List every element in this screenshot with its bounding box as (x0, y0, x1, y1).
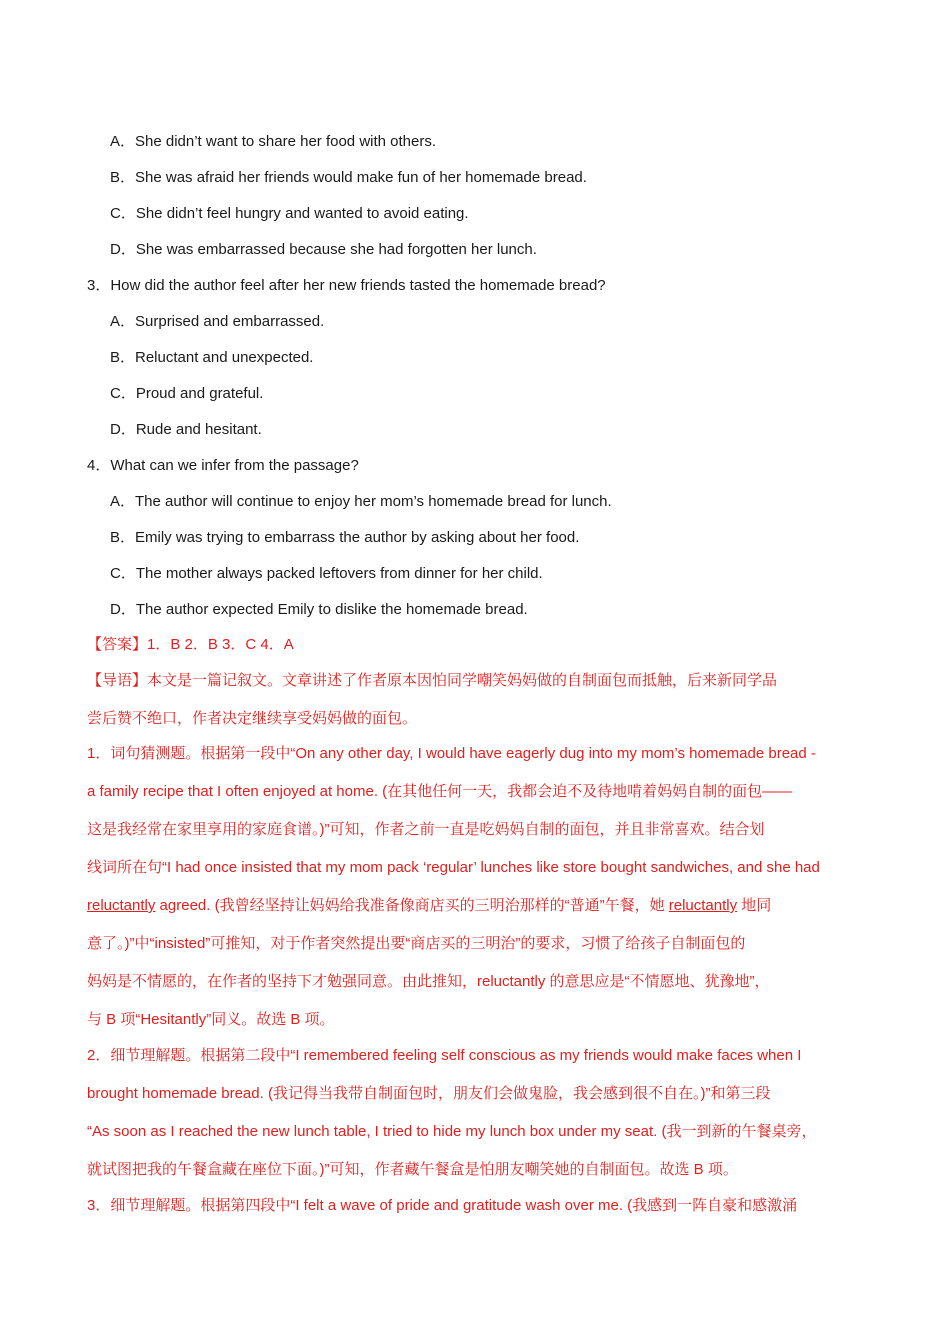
q4-option-c: C．The mother always packed leftovers from dinner for her child. (110, 565, 543, 582)
e1-line-5-end: 地同 (737, 897, 772, 914)
e1-line-2: a family recipe that I often enjoyed at home. (在其他任何一天，我都会迫不及待地啃着妈妈自制的面包—— (87, 783, 793, 800)
q2-option-d: D．She was embarrassed because she had forgotten her lunch. (110, 241, 537, 258)
q2-option-a: A．She didn’t want to share her food with others. (110, 133, 437, 150)
q4-option-d: D．The author expected Emily to dislike the homemade bread. (110, 601, 528, 618)
e2-line-1: 2．细节理解题。根据第二段中“I remembered feeling self conscious as my friends would make faces when I (87, 1047, 802, 1064)
underlined-word-2: reluctantly (668, 897, 738, 914)
e2-line-4: 就试图把我的午餐盒藏在座位下面。)”可知，作者藏午餐盒是怕朋友嘲笑她的自制面包。故选 B 项。 (87, 1161, 738, 1178)
q4-option-b: B．Emily was trying to embarrass the author by asking about her food. (110, 529, 580, 546)
underlined-word-1: reluctantly (87, 897, 156, 914)
e1-line-1: 1．词句猜测题。根据第一段中“On any other day, I would have eagerly dug into my mom’s homemade bread - (87, 745, 816, 762)
guide-tag: 【导语】 (87, 672, 148, 689)
q3-option-c: C．Proud and grateful. (110, 385, 264, 402)
q3-question: 3．How did the author feel after her new friends tasted the homemade bread? (87, 277, 606, 294)
q4-option-a: A．The author will continue to enjoy her mom’s homemade bread for lunch. (110, 493, 612, 510)
e2-line-2: brought homemade bread. (我记得当我带自制面包时，朋友们会做鬼脸，我会感到很不自在。)”和第三段 (87, 1085, 771, 1102)
q2-option-b: B．She was afraid her friends would make fun of her homemade bread. (110, 169, 587, 186)
e1-line-4: 线词所在句“I had once insisted that my mom pack ‘regular’ lunches like store bought sandwiches, and she had (87, 859, 820, 876)
e1-line-7: 妈妈是不情愿的，在作者的坚持下才勉强同意。由此推知，reluctantly 的意思应是“不情愿地、犹豫地”， (87, 973, 770, 990)
e1-line-6: 意了。)”中“insisted”可推知，对于作者突然提出要“商店买的三明治”的要求，习惯了给孩子自制面包的 (87, 935, 746, 952)
guide-line-2: 尝后赞不绝口，作者决定继续享受妈妈做的面包。 (87, 710, 418, 727)
e3-line-1: 3．细节理解题。根据第四段中“I felt a wave of pride and gratitude wash over me. (我感到一阵自豪和感激涌 (87, 1197, 798, 1214)
q4-question: 4．What can we infer from the passage? (87, 457, 359, 474)
e1-line-5 (87, 894, 863, 915)
e2-line-3: “As soon as I reached the new lunch table, I tried to hide my lunch box under my seat. (我一到新的午餐桌旁， (87, 1123, 817, 1140)
q3-option-b: B．Reluctant and unexpected. (110, 349, 314, 366)
q3-option-a: A．Surprised and embarrassed. (110, 313, 325, 330)
answer-line (87, 633, 863, 654)
e1-line-5-mid: agreed. (我曾经坚持让妈妈给我准备像商店买的三明治那样的“普通”午餐，她 (155, 897, 669, 914)
answer-text: 1．B 2．B 3．C 4．A (147, 636, 294, 653)
q2-option-c: C．She didn’t feel hungry and wanted to avoid eating. (110, 205, 469, 222)
guide-text-1: 本文是一篇记叙文。文章讲述了作者原本因怕同学嘲笑妈妈做的自制面包而抵触，后来新同学品 (147, 672, 778, 689)
q3-option-d: D．Rude and hesitant. (110, 421, 262, 438)
e1-line-3: 这是我经常在家里享用的家庭食谱。)”可知，作者之前一直是吃妈妈自制的面包，并且非常喜欢。结合划 (87, 821, 765, 838)
e1-line-8: 与 B 项“Hesitantly”同义。故选 B 项。 (87, 1011, 335, 1028)
answer-tag: 【答案】 (87, 636, 148, 653)
guide-line-1 (87, 669, 863, 690)
